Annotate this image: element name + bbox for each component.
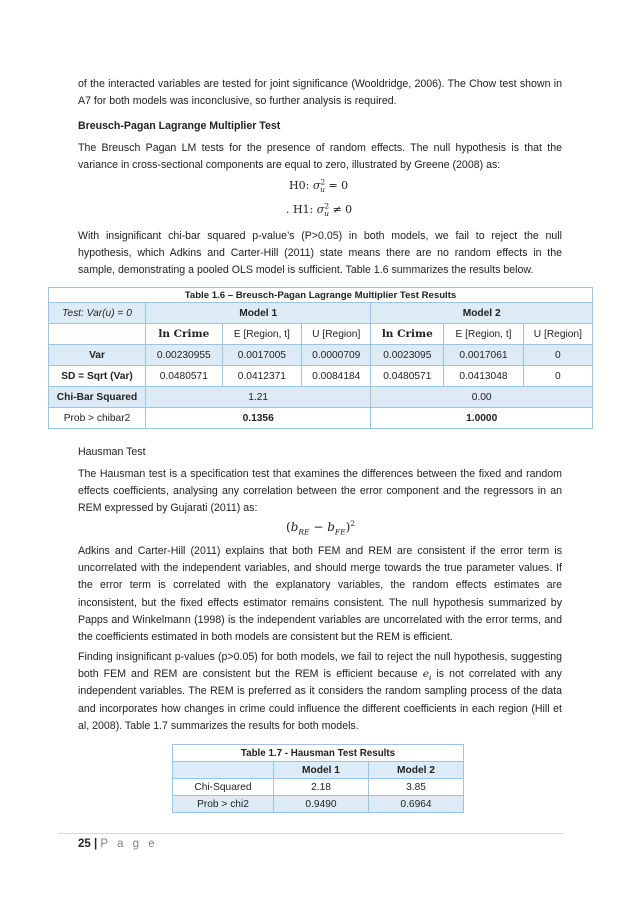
table-cell: 0.0480571 (146, 366, 223, 387)
intro-paragraph: of the interacted variables are tested for joint significance (Wooldridge, 2006). The Chow test shown in A7 for both models was inconclusive, so further analysis is required. (78, 78, 562, 108)
table-cell: 0.0017061 (444, 345, 524, 366)
table-cell: 0.0023095 (371, 345, 444, 366)
table-1-7-model2-header: Model 2 (369, 762, 464, 779)
table-1-7 (172, 744, 464, 813)
hausman-heading: Hausman Test (78, 446, 146, 458)
hausman-result-text-b: is not correlated with any independent variables. The REM is preferred as it considers the random sampling process of the data and incorporates how changes in crime could influence the different coefficients in each region (Hill et al, 2008). Table 1.7 summarizes the results for both models. (78, 668, 562, 732)
page-number: 25 (78, 838, 91, 850)
page-footer (78, 838, 158, 850)
table-cell: 0.0017005 (222, 345, 302, 366)
table-1-6 (48, 287, 593, 429)
table-1-6-subheader-ln-crime-2: ln Crime (371, 324, 444, 345)
table-1-6-subheader-e-1: E [Region, t] (222, 324, 302, 345)
table-1-6-chibar-model2: 0.00 (371, 387, 593, 408)
hausman-result-text-a: Finding insignificant p-values (p>0.05) for both models, we fail to reject the null hypothesis, suggesting both FEM and REM are consistent but the REM is efficient because (78, 651, 562, 681)
hausman-explanation-paragraph: Adkins and Carter-Hill (2011) explains that both FEM and REM are consistent if the error term is uncorrelated with the independent variables, and should merge towards the true parameter values. If the error term is correlated with the explanatory variables, the random effects estimates are inconsistent, but the fixed effects estimator remains consistent. The null hypothesis summarized by Papps and Winkelmann (1998) is the independent variables are uncorrelated with the error terms, and the coefficients estimated in both models are consistent but the REM is efficient. (78, 545, 562, 644)
footer-divider (58, 833, 564, 834)
hausman-result-paragraph (78, 649, 562, 735)
breusch-pagan-heading: Breusch-Pagan Lagrange Multiplier Test (78, 120, 281, 132)
breusch-pagan-result-paragraph: With insignificant chi-bar squared p-value’s (P>0.05) in both models, we fail to reject the null hypothesis, which Adkins and Carter-Hill (2011) state means there are no random effects in the sample, demonstrating a pooled OLS model is sufficient. Table 1.6 summarizes the results below. (78, 230, 562, 277)
table-1-6-chibar-label: Chi-Bar Squared (49, 387, 146, 408)
table-cell: 0.9490 (274, 796, 369, 813)
table-cell: 0 (523, 366, 592, 387)
table-1-6-prob-model2: 1.0000 (371, 408, 593, 429)
table-1-6-empty-cell (49, 324, 146, 345)
table-1-6-subheader-u-1: U [Region] (302, 324, 371, 345)
table-cell: 0.0084184 (302, 366, 371, 387)
table-1-6-row-header: Test: Var(u) = 0 (49, 303, 146, 324)
table-cell: 0.0413048 (444, 366, 524, 387)
equation-h0-rhs: = 0 (328, 179, 349, 192)
table-cell: 2.18 (274, 779, 369, 796)
equation-h0-label: H0: (289, 179, 310, 192)
table-1-7-model1-header: Model 1 (274, 762, 369, 779)
error-term-symbol: $e_i$ (422, 668, 432, 683)
table-1-7-empty-cell (173, 762, 274, 779)
table-1-6-prob-label: Prob > chibar2 (49, 408, 146, 429)
table-cell: 0.6964 (369, 796, 464, 813)
equation-h1-rhs: ≠ 0 (332, 203, 353, 216)
table-1-6-subheader-ln-crime-1: ln Crime (146, 324, 223, 345)
table-1-6-subheader-u-2: U [Region] (523, 324, 592, 345)
footer-separator: | (94, 838, 98, 850)
hausman-paragraph: The Hausman test is a specification test that examines the differences between the fixed and random effects coefficients, analysing any correlation between the error component and the regressors in an REM expressed by Gujarati (2011) as: (78, 468, 562, 515)
table-cell: 3.85 (369, 779, 464, 796)
table-1-6-model1-header: Model 1 (146, 303, 371, 324)
table-cell: 0.0412371 (222, 366, 302, 387)
table-1-6-row-sd-label: SD = Sqrt (Var) (49, 366, 146, 387)
table-1-7-caption: Table 1.7 - Hausman Test Results (173, 745, 464, 762)
table-cell: 0.00230955 (146, 345, 223, 366)
table-1-6-prob-model1: 0.1356 (146, 408, 371, 429)
table-cell: 0.0480571 (371, 366, 444, 387)
table-1-7-chi-squared-label: Chi-Squared (173, 779, 274, 796)
table-cell: 0 (523, 345, 592, 366)
table-1-6-subheader-e-2: E [Region, t] (444, 324, 524, 345)
table-1-7-prob-label: Prob > chi2 (173, 796, 274, 813)
table-1-6-chibar-model1: 1.21 (146, 387, 371, 408)
table-1-6-row-var-label: Var (49, 345, 146, 366)
equation-h1-label: . H1: (286, 203, 314, 216)
page-label: P a g e (100, 838, 158, 850)
table-cell: 0.0000709 (302, 345, 371, 366)
table-1-6-model2-header: Model 2 (371, 303, 593, 324)
breusch-pagan-paragraph: The Breusch Pagan LM tests for the presence of random effects. The null hypothesis is that the variance in cross-sectional components are equal to zero, illustrated by Greene (2008) as: (78, 142, 562, 172)
equation-h1: . H1: $\sigma^2_u \ne 0$ (286, 201, 353, 219)
hausman-equation: $(b_{RE} - b_{FE})^2$ (286, 519, 356, 537)
equation-h0: H0: $\sigma^2_u = 0$ (289, 177, 349, 195)
table-1-6-caption: Table 1.6 – Breusch-Pagan Lagrange Multiplier Test Results (49, 288, 593, 303)
